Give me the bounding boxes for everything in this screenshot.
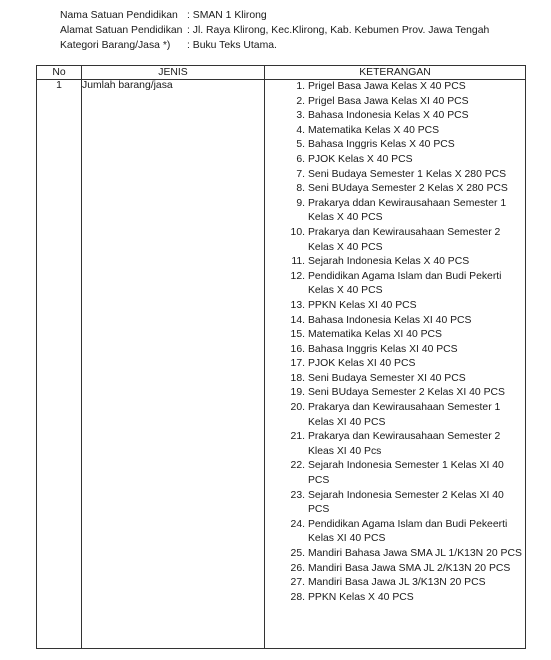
item-number: 16.: [290, 343, 305, 355]
item-number: 28.: [290, 591, 305, 603]
column-header-jenis: JENIS: [82, 66, 265, 80]
item-text: PPKN Kelas XI 40 PCS: [308, 299, 417, 311]
header-value: : SMAN 1 Klirong: [187, 10, 267, 21]
item-text: Seni BUdaya Semester 2 Kelas XI 40 PCS: [308, 387, 505, 399]
item-list: [265, 80, 525, 605]
item-number: 22.: [290, 460, 305, 472]
item-text: Matematika Kelas XI 40 PCS: [308, 329, 442, 341]
table-header-row: [37, 66, 526, 80]
header-row-school-address: [60, 23, 489, 38]
list-item: [265, 95, 525, 110]
item-text: Prigel Basa Jawa Kelas XI 40 PCS: [308, 95, 469, 107]
item-number: 17.: [290, 358, 305, 370]
item-text: Mandiri Basa Jawa SMA JL 2/K13N 20 PCS: [308, 562, 511, 574]
item-number: 10.: [290, 226, 305, 238]
item-text: Bahasa Indonesia Kelas X 40 PCS: [308, 110, 469, 122]
item-text: Pendidikan Agama Islam dan Budi Pekerti Kelas X 40 PCS: [308, 270, 502, 297]
item-text: Sejarah Indonesia Kelas X 40 PCS: [308, 256, 470, 268]
item-number: 8.: [296, 183, 305, 195]
item-text: Prakarya dan Kewirausahaan Semester 2 Kleas XI 40 Pcs: [308, 431, 501, 457]
item-number: 3.: [296, 110, 305, 122]
item-text: Mandiri Basa Jawa JL 3/K13N 20 PCS: [308, 577, 486, 589]
list-item: [265, 314, 525, 329]
item-number: 15.: [290, 329, 305, 341]
item-text: Seni BUdaya Semester 2 Kelas X 280 PCS: [308, 183, 508, 195]
item-number: 27.: [290, 577, 305, 589]
document-header: [60, 8, 489, 53]
list-item: [265, 562, 525, 577]
item-number: 11.: [291, 256, 305, 268]
list-item: [265, 591, 525, 606]
header-row-school-name: [60, 8, 489, 23]
header-label: Alamat Satuan Pendidikan: [60, 25, 183, 36]
item-number: 4.: [296, 124, 305, 136]
item-number: 9.: [296, 197, 305, 209]
header-value: : Buku Teks Utama.: [187, 40, 277, 51]
item-number: 19.: [290, 387, 305, 399]
item-number: 2.: [296, 95, 305, 107]
list-item: [265, 124, 525, 139]
list-item: [265, 401, 525, 430]
item-number: 24.: [290, 518, 305, 530]
item-text: Pendidikan Agama Islam dan Budi Pekeerti Kelas XI 40 PCS: [308, 518, 508, 545]
item-text: Bahasa Inggris Kelas XI 40 PCS: [308, 343, 458, 355]
item-number: 5.: [296, 139, 305, 151]
item-text: Prigel Basa Jawa Kelas X 40 PCS: [308, 81, 466, 92]
item-text: Prakarya ddan Kewirausahaan Semester 1 Kelas X 40 PCS: [308, 197, 507, 224]
list-item: [265, 138, 525, 153]
column-header-keterangan: KETERANGAN: [265, 66, 526, 80]
list-item: [265, 357, 525, 372]
item-text: Prakarya dan Kewirausahaan Semester 1 Kelas XI 40 PCS: [308, 402, 501, 428]
item-number: 25.: [290, 548, 305, 559]
item-number: 7.: [296, 168, 305, 180]
item-number: 1.: [296, 81, 305, 92]
item-number: 18.: [290, 372, 305, 384]
list-item: [265, 547, 525, 562]
list-item: [265, 372, 525, 387]
column-header-no: No: [37, 66, 82, 80]
item-number: 12.: [290, 270, 305, 282]
item-text: Sejarah Indonesia Semester 1 Kelas XI 40 PCS: [308, 460, 504, 487]
item-text: Bahasa Inggris Kelas X 40 PCS: [308, 139, 455, 151]
table-row: [37, 80, 526, 649]
list-item: [265, 270, 525, 299]
list-item: [265, 343, 525, 358]
row-jenis: Jumlah barang/jasa: [82, 80, 265, 649]
item-text: Prakarya dan Kewirausahaan Semester 2 Kelas X 40 PCS: [308, 226, 501, 253]
list-item: [265, 80, 525, 95]
list-item: [265, 430, 525, 459]
item-text: PPKN Kelas X 40 PCS: [308, 591, 414, 603]
list-item: [265, 328, 525, 343]
item-text: Mandiri Bahasa Jawa SMA JL 1/K13N 20 PCS: [308, 548, 522, 559]
header-label: Kategori Barang/Jasa *): [60, 40, 171, 51]
header-row-category: [60, 38, 489, 53]
row-number: 1: [37, 80, 82, 649]
goods-table: [36, 65, 526, 649]
list-item: [265, 109, 525, 124]
header-value: : Jl. Raya Klirong, Kec.Klirong, Kab. Kebumen Prov. Jawa Tengah: [187, 25, 490, 36]
item-number: 13.: [290, 299, 305, 311]
item-text: Seni Budaya Semester 1 Kelas X 280 PCS: [308, 168, 507, 180]
list-item: [265, 197, 525, 226]
list-item: [265, 518, 525, 547]
list-item: [265, 459, 525, 488]
item-text: Matematika Kelas X 40 PCS: [308, 124, 440, 136]
item-number: 6.: [296, 153, 305, 165]
list-item: [265, 255, 525, 270]
list-item: [265, 153, 525, 168]
list-item: [265, 168, 525, 183]
list-item: [265, 576, 525, 591]
list-item: [265, 226, 525, 255]
header-label: Nama Satuan Pendidikan: [60, 10, 178, 21]
item-text: Seni Budaya Semester XI 40 PCS: [308, 372, 466, 384]
item-text: Sejarah Indonesia Semester 2 Kelas XI 40 PCS: [308, 489, 504, 516]
item-text: PJOK Kelas XI 40 PCS: [308, 358, 416, 370]
item-number: 20.: [290, 402, 305, 414]
item-number: 26.: [290, 562, 305, 574]
row-keterangan: [265, 80, 526, 649]
item-text: PJOK Kelas X 40 PCS: [308, 153, 413, 165]
item-number: 14.: [290, 314, 305, 326]
list-item: [265, 386, 525, 401]
list-item: [265, 489, 525, 518]
list-item: [265, 299, 525, 314]
list-item: [265, 182, 525, 197]
item-text: Bahasa Indonesia Kelas XI 40 PCS: [308, 314, 472, 326]
item-number: 23.: [290, 489, 305, 501]
item-number: 21.: [290, 431, 305, 443]
